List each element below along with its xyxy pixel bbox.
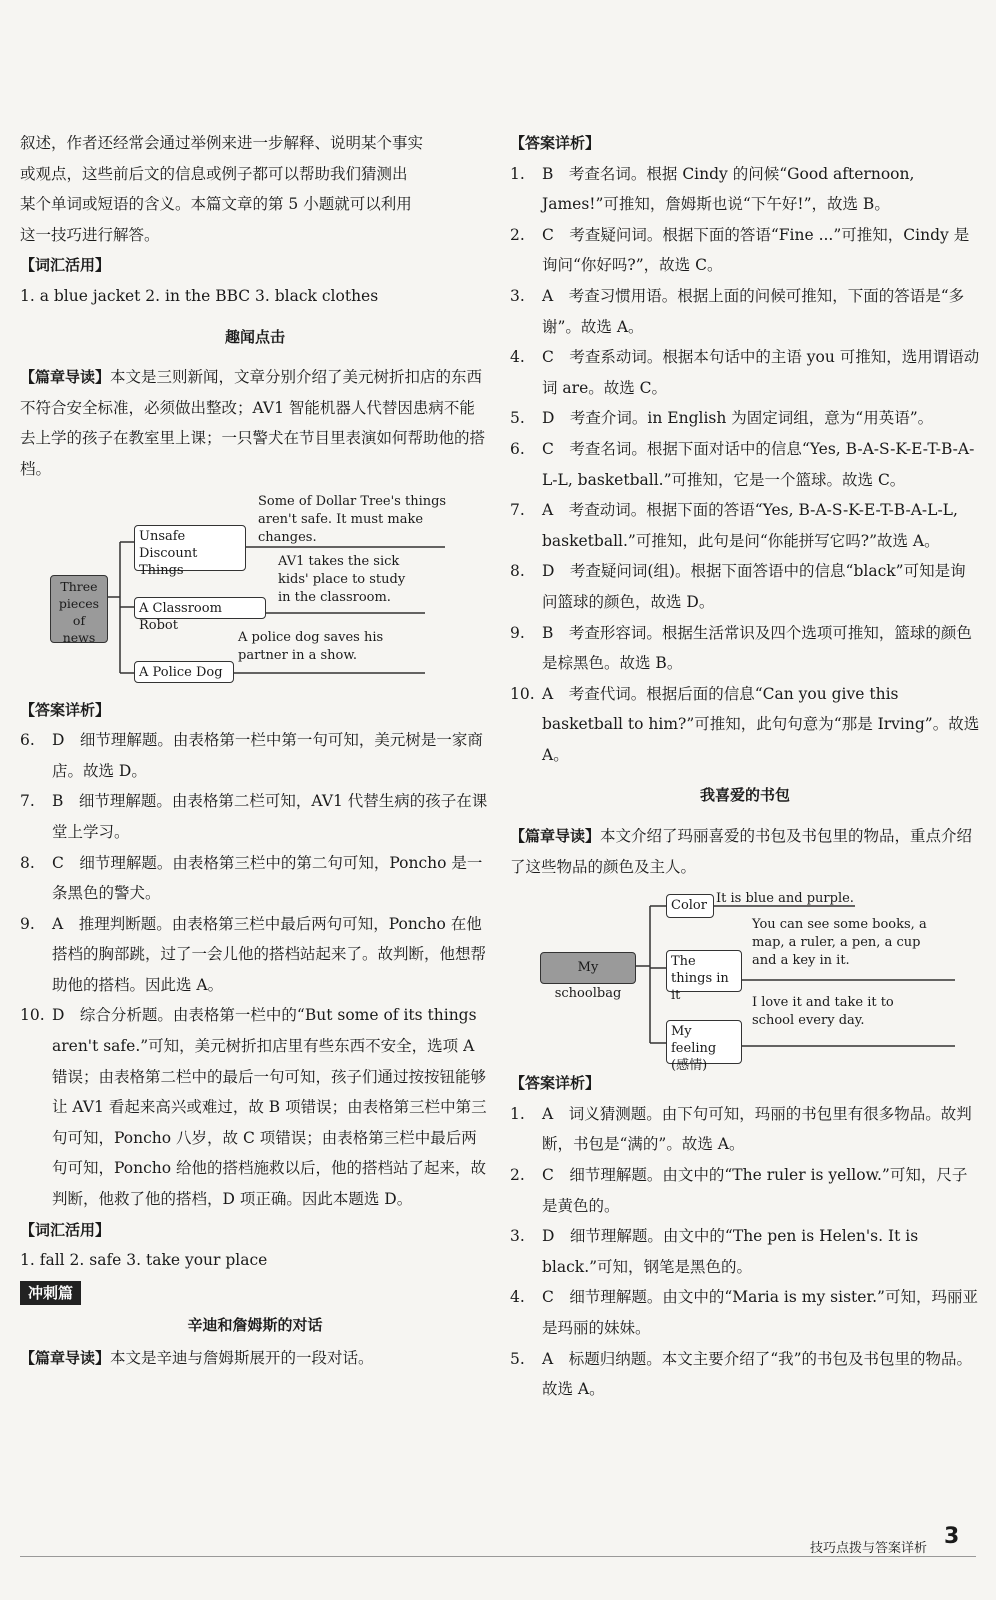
mind-map-branch: A Police Dog — [134, 661, 234, 683]
sprint-section-marker — [20, 1278, 490, 1309]
answer-item: 8. D 考查疑问词(组)。根据下面答语中的信息“black”可知是询问篮球的颜色，故选 D。 — [510, 562, 966, 611]
sprint-badge: 冲刺篇 — [20, 1281, 81, 1305]
section-title: 趣闻点击 — [224, 327, 285, 346]
answer-item: 6. D 细节理解题。由表格第一栏中第一句可知，美元树是一家商店。故选 D。 — [20, 731, 483, 780]
answer-item: 8. C 细节理解题。由表格第三栏中的第二句可知，Poncho 是一条黑色的警犬。 — [20, 853, 483, 903]
page-number: 3 — [944, 1524, 960, 1549]
answer-item: 1. B 考查名词。根据 Cindy 的问候“Good afternoon, James!”可推知，詹姆斯也说“下午好!”，故选 B。 — [510, 164, 915, 214]
answer-item: 5. D 考查介词。in English 为固定词组，意为“用英语”。 — [510, 409, 934, 428]
right-column — [510, 128, 980, 1405]
mind-map-note: I love it and take it to school every day. — [752, 995, 894, 1029]
guide-paragraph — [20, 1343, 490, 1374]
answer-item: 3. D 细节理解题。由文中的“The pen is Helen's. It is black.”可知，钢笔是黑色的。 — [510, 1227, 919, 1276]
mind-map-note: It is blue and purple. — [716, 891, 854, 907]
vocab-heading: 【词汇活用】 — [20, 1220, 111, 1239]
guide-heading: 【篇章导读】 — [20, 368, 111, 387]
guide-heading: 【篇章导读】 — [20, 1349, 111, 1367]
answer-item: 7. B 细节理解题。由表格第二栏可知，AV1 代替生病的孩子在课堂上学习。 — [20, 792, 488, 841]
answer-item: 9. B 考查形容词。根据生活常识及四个选项可推知，篮球的颜色是棕黑色。故选 B。 — [510, 623, 972, 673]
mind-map-root: Three pieces of news — [50, 575, 108, 643]
answer-item: 4. C 考查系动词。根据本句话中的主语 you 可推知，选用谓语动词 are。故选 C。 — [510, 348, 980, 397]
guide-heading: 【篇章导读】 — [510, 827, 601, 846]
answer-item: 10. A 考查代词。根据后面的信息“Can you give this basketball to him?”可推知，此句句意为“那是 Irving”。故选 A。 — [510, 684, 980, 764]
answer-item: 10. D 综合分析题。由表格第一栏中的“But some of its things aren't safe.”可知，美元树折扣店里有些东西不安全，选项 A 错误；由表格第二栏中的最后一句可知，孩子们通过按按钮能够让 AV1 看起来高兴或难过，故 B 项错误；由表格第三栏中第三句可知，Poncho 八岁，故 C 项错误；由表格第三栏中最后两句可知，Poncho 给他的搭档施救以后，他的搭档站了起来，故判断，他救了他的搭档，D 项正确。因此本题选 D。 — [20, 1006, 487, 1209]
mind-map-branch: A Classroom Robot — [134, 597, 266, 619]
vocab-answers: 1. fall 2. safe 3. take your place — [20, 1251, 268, 1270]
guide-paragraph — [20, 362, 490, 484]
vocab-heading: 【词汇活用】 — [20, 256, 111, 275]
intro-line: 叙述，作者还经常会通过举例来进一步解释、说明某个事实 — [20, 134, 424, 152]
mind-map-root: My schoolbag — [540, 952, 636, 984]
mind-map-branch: My feeling (感情) — [666, 1020, 742, 1064]
left-column — [20, 128, 490, 1374]
mind-map-branch: Color — [666, 894, 714, 918]
answer-item: 3. A 考查习惯用语。根据上面的问候可推知，下面的答语是“多谢”。故选 A。 — [510, 286, 965, 336]
section-title: 我喜爱的书包 — [699, 786, 790, 805]
section-title: 辛迪和詹姆斯的对话 — [187, 1316, 323, 1335]
guide-paragraph — [510, 821, 980, 882]
answer-item: 5. A 标题归纳题。本文主要介绍了“我”的书包及书包里的物品。故选 A。 — [510, 1349, 973, 1399]
intro-paragraph — [20, 128, 490, 250]
mind-map-news — [20, 495, 490, 695]
answers-heading: 【答案详析】 — [20, 700, 111, 719]
answer-item: 7. A 考查动词。根据下面的答语“Yes, B-A-S-K-E-T-B-A-L-L, basketball.”可推知，此句是问“你能拼写它吗?”故选 A。 — [510, 501, 958, 550]
intro-line: 这一技巧进行解答。 — [20, 225, 160, 244]
answer-item: 4. C 细节理解题。由文中的“Maria is my sister.”可知，玛丽亚是玛丽的妹妹。 — [510, 1288, 978, 1337]
mind-map-schoolbag — [510, 888, 980, 1074]
answer-item: 1. A 词义猜测题。由下句可知，玛丽的书包里有很多物品。故判断，书包是“满的”。故选 A。 — [510, 1104, 972, 1154]
answer-item: 2. C 考查疑问词。根据下面的答语“Fine ...”可推知，Cindy 是询问“你好吗?”，故选 C。 — [510, 225, 970, 275]
mind-map-note: A police dog saves his partner in a show. — [238, 629, 384, 663]
footer-label: 技巧点拨与答案详析 — [810, 1541, 928, 1556]
footer-rule — [20, 1556, 976, 1557]
answers-heading: 【答案详析】 — [510, 134, 601, 152]
answer-item: 2. C 细节理解题。由文中的“The ruler is yellow.”可知，尺子是黄色的。 — [510, 1166, 968, 1215]
guide-text: 本文是辛迪与詹姆斯展开的一段对话。 — [110, 1349, 374, 1367]
intro-line: 某个单词或短语的含义。本篇文章的第 5 小题就可以利用 — [20, 195, 412, 214]
mind-map-note: AV1 takes the sick kids' place to study in the classroom. — [278, 553, 406, 605]
mind-map-branch: Unsafe Discount Things — [134, 525, 246, 571]
mind-map-note: Some of Dollar Tree's things aren't safe. It must make changes. — [258, 493, 447, 545]
intro-line: 或观点，这些前后文的信息或例子都可以帮助我们猜测出 — [20, 164, 408, 183]
answers-heading: 【答案详析】 — [510, 1074, 601, 1093]
answer-item: 9. A 推理判断题。由表格第三栏中最后两句可知，Poncho 在他搭档的胸部跳，过了一会儿他的搭档站起来了。故判断，他想帮助他的搭档。因此选 A。 — [20, 914, 487, 994]
guide-text: 本文是三则新闻，文章分别介绍了美元树折扣店的东西不符合安全标准，必须做出整改；AV1 智能机器人代替因患病不能去上学的孩子在教室里上课；一只警犬在节目里表演如何帮助他的搭档。 — [20, 368, 486, 478]
mind-map-branch: The things in it — [666, 950, 742, 992]
answer-item: 6. C 考查名词。根据下面对话中的信息“Yes, B-A-S-K-E-T-B-A-L-L, basketball.”可推知，它是一个篮球。故选 C。 — [510, 439, 975, 489]
mind-map-note: You can see some books, a map, a ruler, a pen, a cup and a key in it. — [752, 917, 927, 969]
guide-text: 本文介绍了玛丽喜爱的书包及书包里的物品，重点介绍了这些物品的颜色及主人。 — [510, 827, 973, 876]
vocab-answers: 1. a blue jacket 2. in the BBC 3. black clothes — [20, 286, 379, 305]
